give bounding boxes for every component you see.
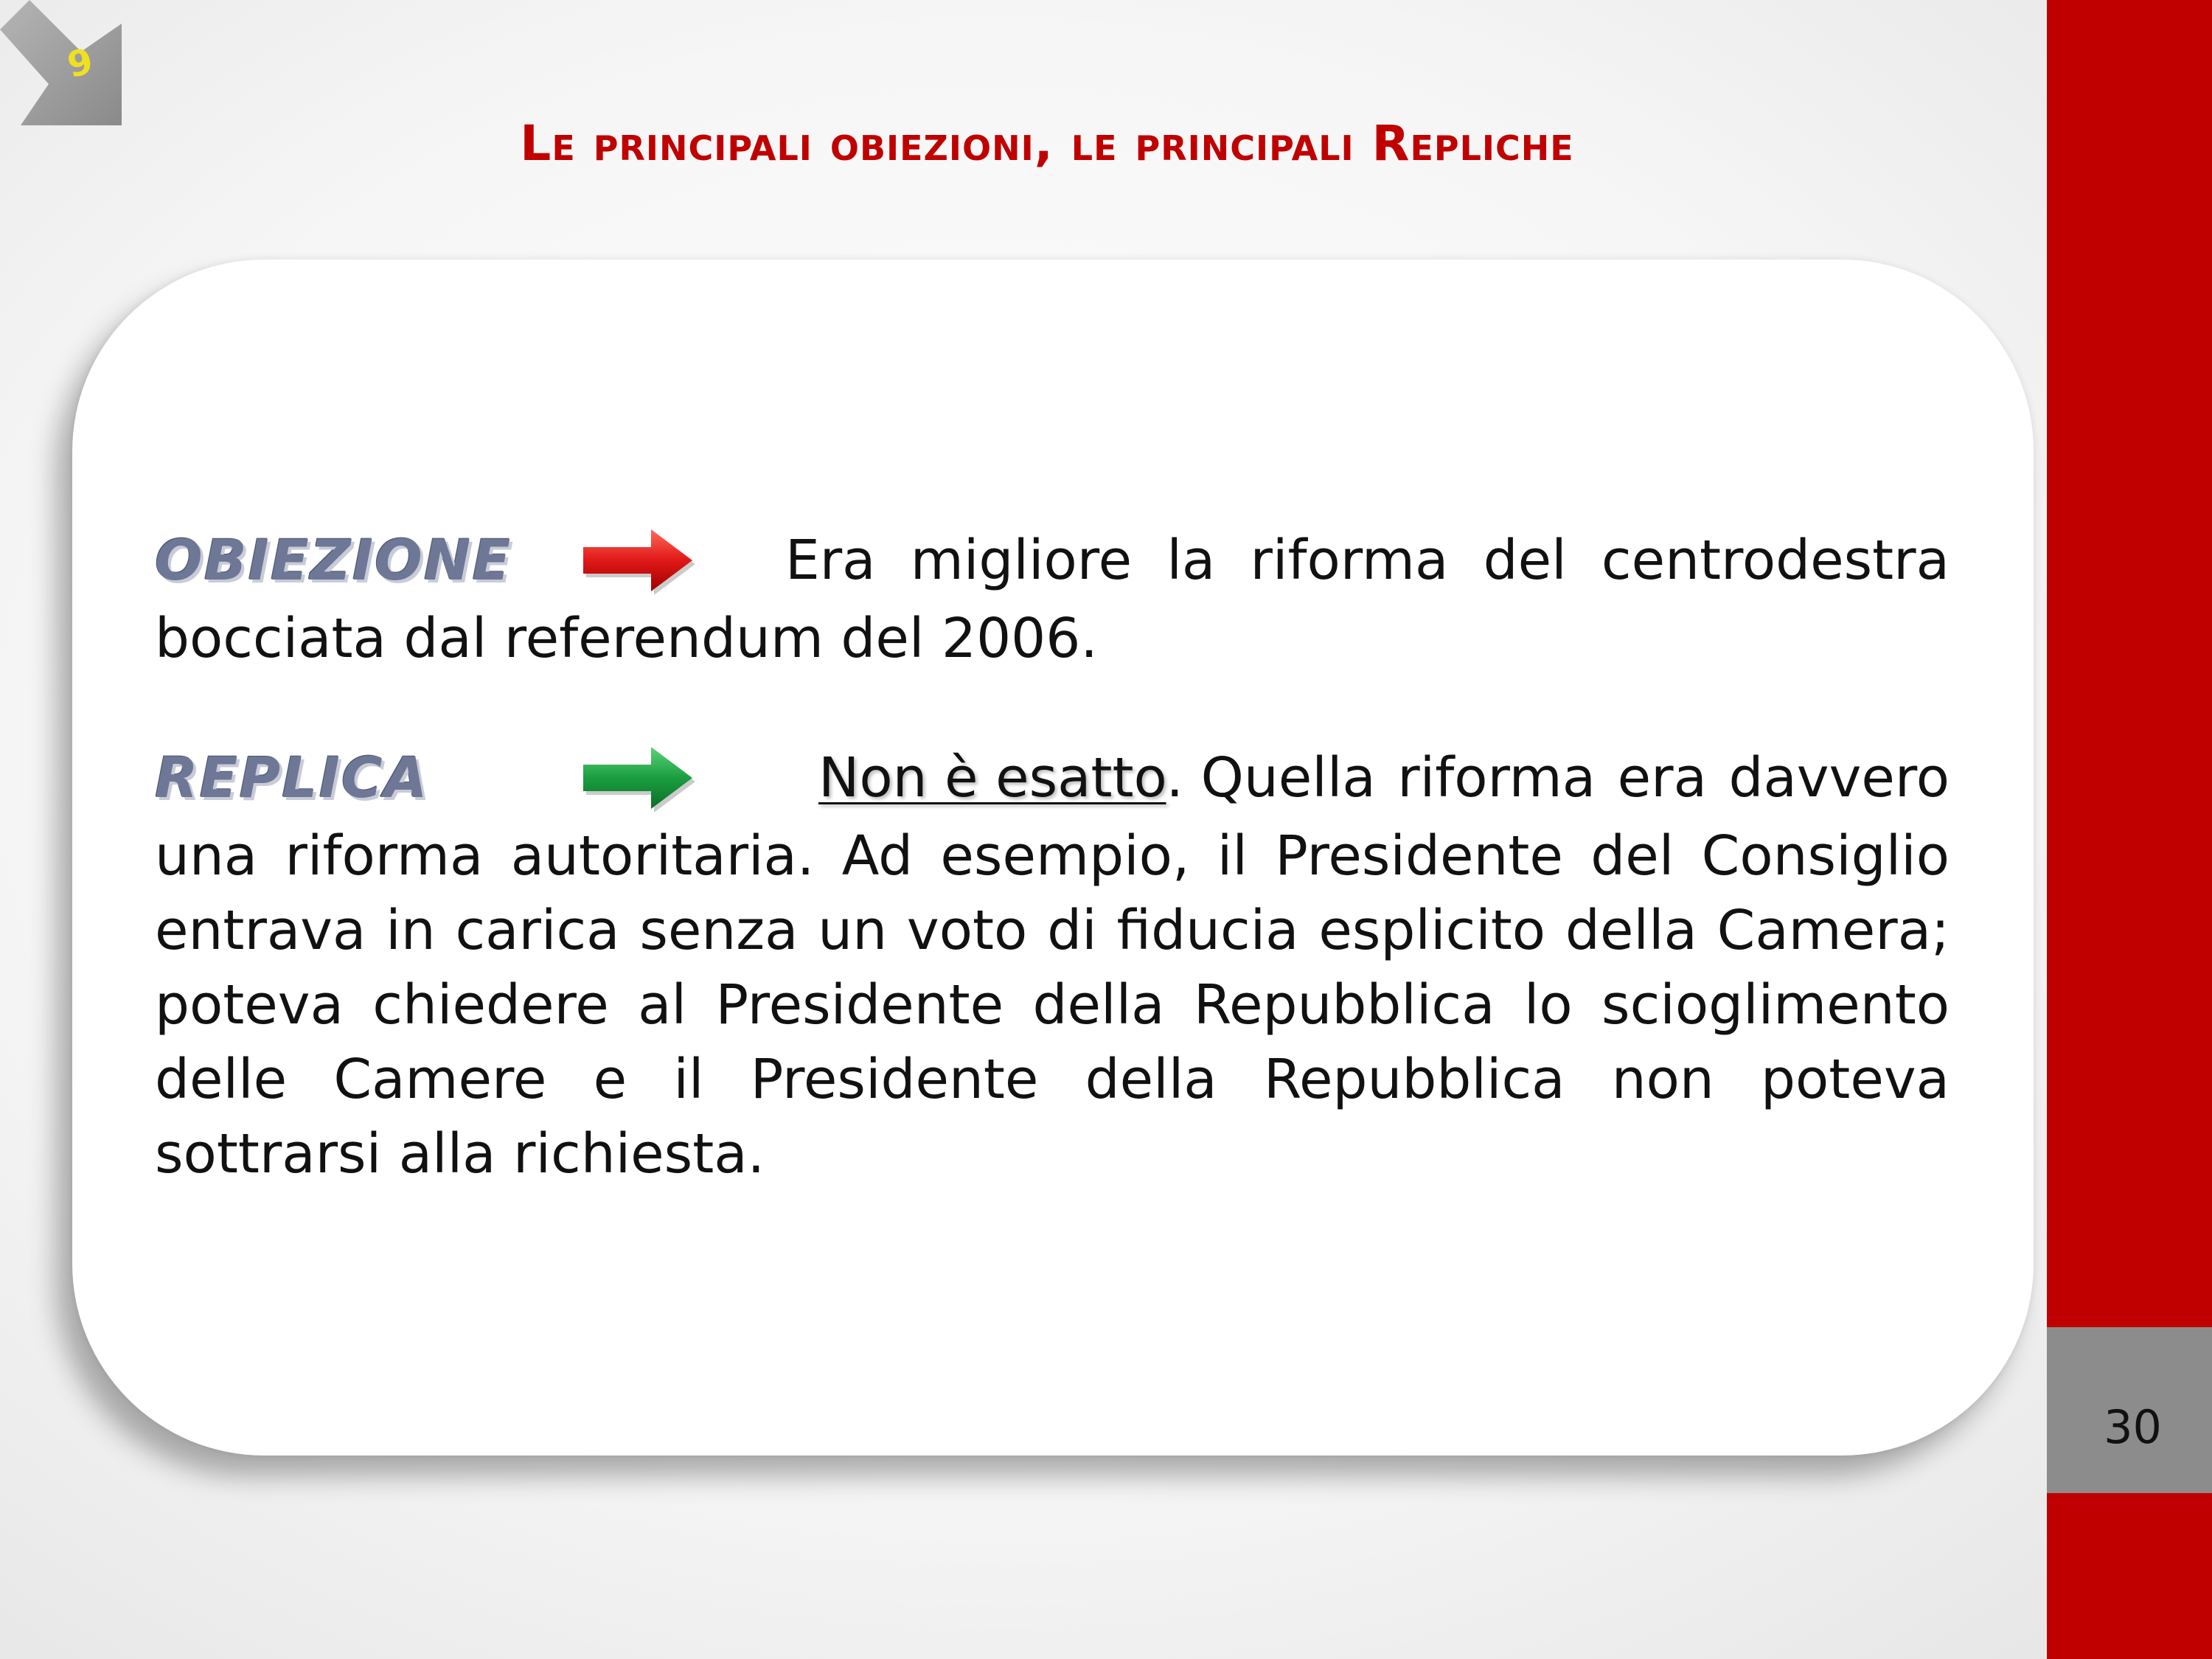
green-right-arrow-icon: [579, 741, 697, 815]
objection-second-line: bocciata dal referendum del 2006.: [155, 607, 1098, 670]
corner-number: 9: [63, 41, 97, 86]
reply-word: riforma: [1397, 746, 1596, 810]
reply-first-words: [697, 746, 1950, 810]
objection-first-words: [697, 529, 1950, 592]
objection-word: Era: [785, 529, 876, 592]
objection-label: OBIEZIONE: [155, 527, 512, 593]
reply-highlight-group: [818, 746, 1376, 810]
reply-label: REPLICA: [155, 745, 429, 810]
reply-highlight: Non è esatto: [818, 746, 1166, 810]
objection-word: la: [1166, 529, 1216, 592]
objection-first-line: [155, 519, 1950, 602]
objection-word: migliore: [910, 529, 1133, 592]
page-number: 30: [2104, 1400, 2162, 1454]
reply-word: . Quella: [1166, 746, 1376, 810]
reply-word: davvero: [1728, 746, 1950, 810]
reply-word: era: [1617, 746, 1707, 810]
reply-body: una riforma autoritaria. Ad esempio, il Presidente del Consiglio entrava in carica senza un voto di fiducia esplicito della Camera; poteva chiedere al Presidente della Repubblica lo scioglimento delle Camere e il Presidente della Repubblica non poteva sottrarsi alla richiesta.: [155, 824, 1950, 1186]
corner-arrow-icon: [0, 0, 133, 133]
content-area: [155, 519, 1950, 1192]
slide-title: Le principali obiezioni, le principali Repliche: [520, 115, 1574, 172]
reply-first-line: [155, 737, 1950, 819]
objection-word: del: [1483, 529, 1567, 592]
objection-word: riforma: [1250, 529, 1449, 592]
red-right-arrow-icon: [579, 524, 697, 597]
objection-word: centrodestra: [1601, 529, 1950, 592]
